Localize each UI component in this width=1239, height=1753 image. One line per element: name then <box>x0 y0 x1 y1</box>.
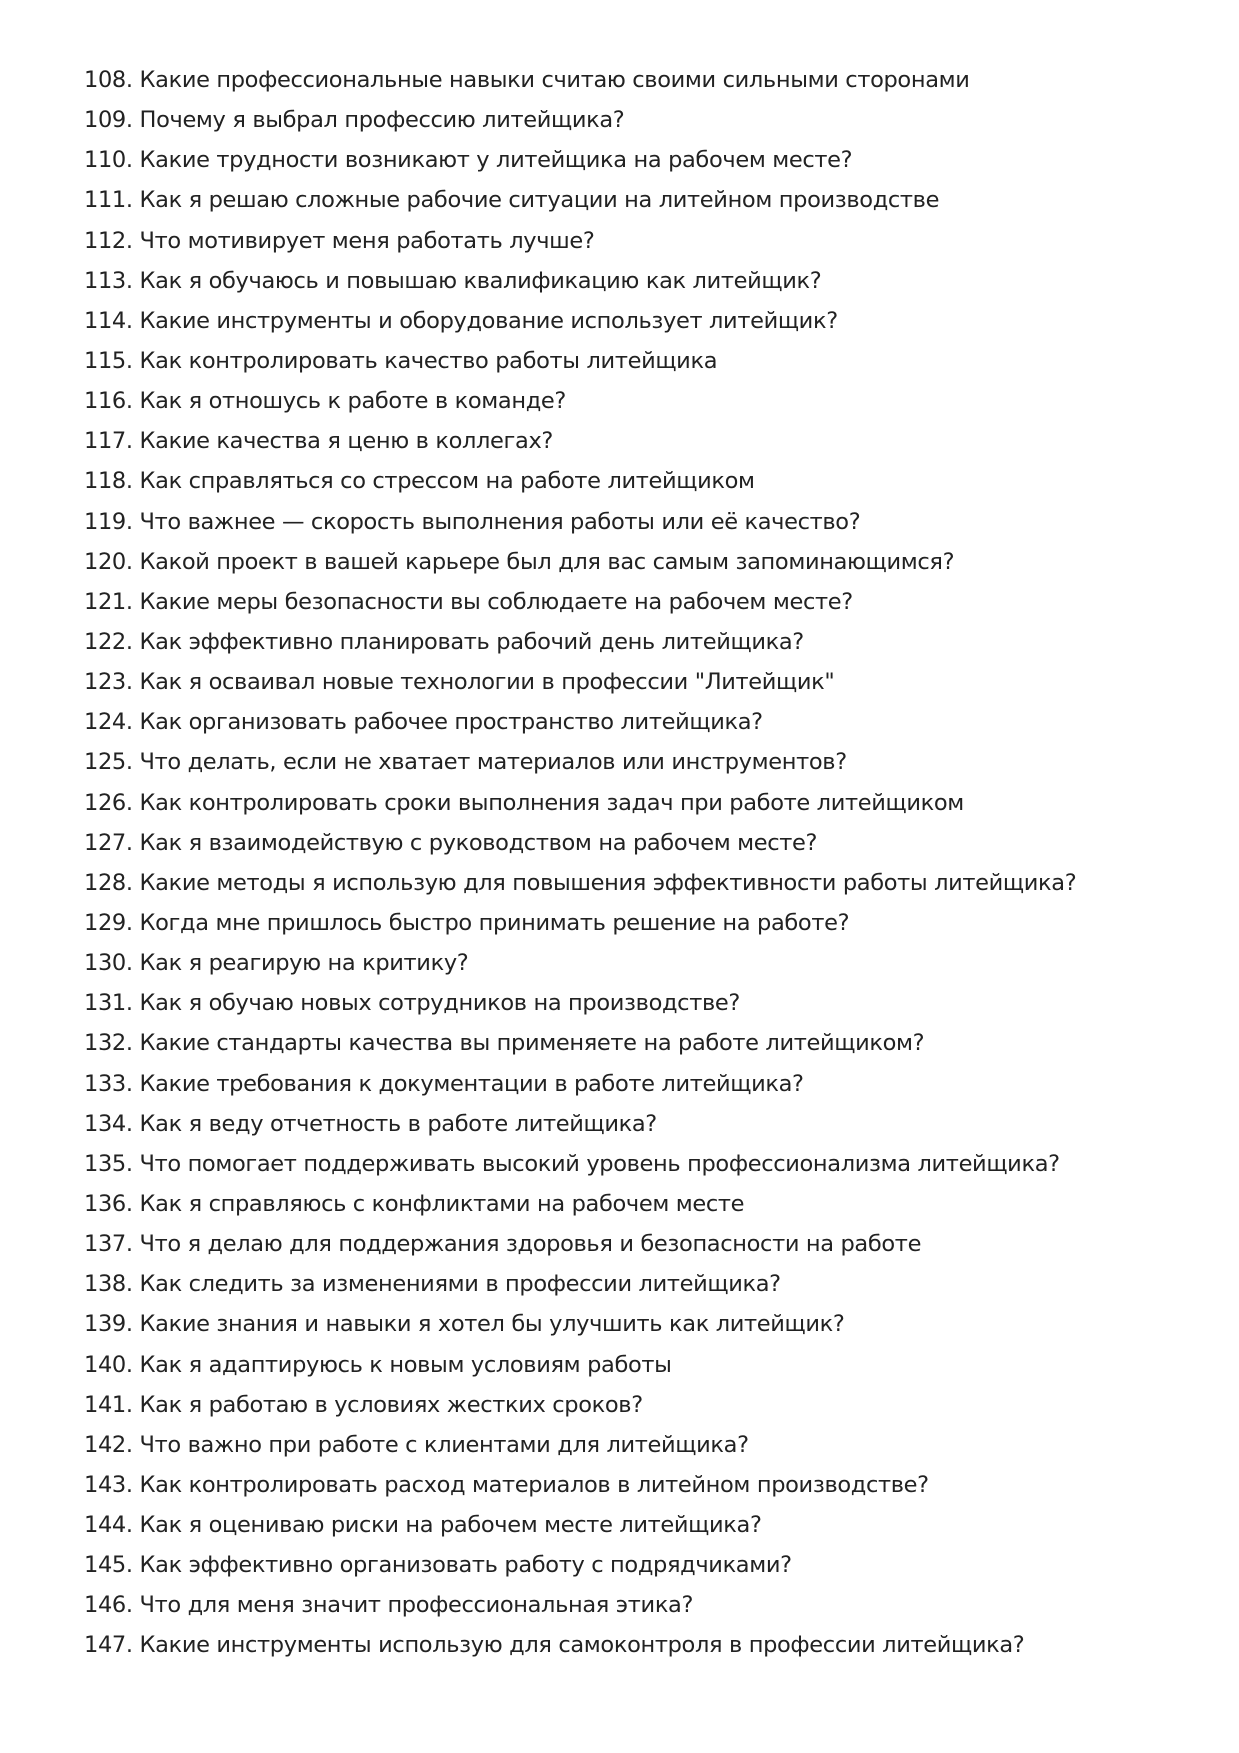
list-item <box>84 1224 1194 1264</box>
list-item <box>84 943 1194 983</box>
question-text: Какие стандарты качества вы применяете на работе литейщиком? <box>139 1030 925 1057</box>
list-item <box>84 863 1194 903</box>
question-number: 117. <box>84 428 133 455</box>
question-number: 129. <box>84 909 133 936</box>
question-number: 114. <box>84 307 133 334</box>
question-number: 122. <box>84 628 133 655</box>
question-number: 123. <box>84 669 133 696</box>
question-number: 119. <box>84 508 133 535</box>
question-number: 113. <box>84 267 133 294</box>
question-number: 137. <box>84 1231 133 1258</box>
list-item <box>84 1144 1194 1184</box>
question-text: Как следить за изменениями в профессии литейщика? <box>139 1271 781 1298</box>
question-number: 111. <box>84 187 133 214</box>
list-item <box>84 1104 1194 1144</box>
question-text: Как я обучаю новых сотрудников на производстве? <box>139 990 740 1017</box>
list-item <box>84 1625 1194 1665</box>
list-item <box>84 261 1194 301</box>
question-number: 121. <box>84 588 133 615</box>
question-number: 120. <box>84 548 133 575</box>
list-item <box>84 1545 1194 1585</box>
question-text: Как я работаю в условиях жестких сроков? <box>139 1391 643 1418</box>
list-item <box>84 903 1194 943</box>
question-text: Как я взаимодействую с руководством на рабочем месте? <box>139 829 818 856</box>
question-text: Как организовать рабочее пространство литейщика? <box>139 709 763 736</box>
question-number: 144. <box>84 1512 133 1539</box>
question-text: Как я отношусь к работе в команде? <box>139 388 566 415</box>
question-number: 128. <box>84 869 133 896</box>
question-text: Как эффективно организовать работу с подрядчиками? <box>139 1552 792 1579</box>
question-number: 147. <box>84 1632 133 1659</box>
list-item <box>84 100 1194 140</box>
question-number: 146. <box>84 1592 133 1619</box>
question-number: 136. <box>84 1190 133 1217</box>
list-item <box>84 1184 1194 1224</box>
question-number: 134. <box>84 1110 133 1137</box>
list-item <box>84 1345 1194 1385</box>
question-list <box>84 60 1194 1666</box>
question-text: Как я обучаюсь и повышаю квалификацию как литейщик? <box>139 267 822 294</box>
list-item <box>84 341 1194 381</box>
question-text: Какие трудности возникают у литейщика на рабочем месте? <box>139 147 853 174</box>
question-text: Как я решаю сложные рабочие ситуации на литейном производстве <box>139 187 940 214</box>
list-item <box>84 823 1194 863</box>
question-text: Как эффективно планировать рабочий день литейщика? <box>139 628 804 655</box>
question-text: Что я делаю для поддержания здоровья и безопасности на работе <box>139 1231 922 1258</box>
list-item <box>84 702 1194 742</box>
question-text: Что важнее — скорость выполнения работы или её качество? <box>139 508 861 535</box>
list-item <box>84 542 1194 582</box>
list-item <box>84 1465 1194 1505</box>
question-number: 125. <box>84 749 133 776</box>
question-number: 127. <box>84 829 133 856</box>
question-number: 141. <box>84 1391 133 1418</box>
question-text: Что важно при работе с клиентами для литейщика? <box>139 1431 749 1458</box>
question-text: Какие инструменты использую для самоконтроля в профессии литейщика? <box>139 1632 1025 1659</box>
question-text: Как контролировать сроки выполнения задач при работе литейщиком <box>139 789 964 816</box>
list-item <box>84 1505 1194 1545</box>
question-number: 116. <box>84 388 133 415</box>
question-text: Как я адаптируюсь к новым условиям работы <box>139 1351 672 1378</box>
list-item <box>84 662 1194 702</box>
list-item <box>84 1264 1194 1304</box>
list-item <box>84 1064 1194 1104</box>
question-number: 143. <box>84 1471 133 1498</box>
question-text: Какие качества я ценю в коллегах? <box>139 428 554 455</box>
question-text: Почему я выбрал профессию литейщика? <box>139 107 625 134</box>
question-text: Какие требования к документации в работе литейщика? <box>139 1070 804 1097</box>
question-text: Какие знания и навыки я хотел бы улучшить как литейщик? <box>139 1311 845 1338</box>
question-text: Что делать, если не хватает материалов или инструментов? <box>139 749 847 776</box>
question-text: Что помогает поддерживать высокий уровень профессионализма литейщика? <box>139 1150 1060 1177</box>
question-number: 115. <box>84 347 133 374</box>
list-item <box>84 502 1194 542</box>
list-item <box>84 582 1194 622</box>
list-item <box>84 622 1194 662</box>
question-number: 133. <box>84 1070 133 1097</box>
list-item <box>84 421 1194 461</box>
question-number: 142. <box>84 1431 133 1458</box>
list-item <box>84 180 1194 220</box>
question-text: Какие профессиональные навыки считаю своими сильными сторонами <box>139 67 970 93</box>
list-item <box>84 1023 1194 1063</box>
list-item <box>84 1304 1194 1344</box>
question-number: 124. <box>84 709 133 736</box>
question-text: Какие методы я использую для повышения эффективности работы литейщика? <box>139 869 1077 896</box>
list-item <box>84 60 1194 100</box>
question-number: 132. <box>84 1030 133 1057</box>
question-number: 118. <box>84 468 133 495</box>
list-item <box>84 221 1194 261</box>
question-text: Как контролировать расход материалов в литейном производстве? <box>139 1471 929 1498</box>
question-text: Что мотивирует меня работать лучше? <box>139 227 595 254</box>
question-number: 108. <box>84 67 133 93</box>
question-text: Когда мне пришлось быстро принимать решение на работе? <box>139 909 850 936</box>
list-item <box>84 461 1194 501</box>
question-text: Как я справляюсь с конфликтами на рабочем месте <box>139 1190 745 1217</box>
question-text: Как справляться со стрессом на работе литейщиком <box>139 468 755 495</box>
question-number: 130. <box>84 950 133 977</box>
list-item <box>84 783 1194 823</box>
question-text: Какие меры безопасности вы соблюдаете на рабочем месте? <box>139 588 853 615</box>
question-number: 109. <box>84 107 133 134</box>
question-number: 112. <box>84 227 133 254</box>
list-item <box>84 140 1194 180</box>
list-item <box>84 742 1194 782</box>
list-item <box>84 1425 1194 1465</box>
question-number: 139. <box>84 1311 133 1338</box>
question-text: Как я реагирую на критику? <box>139 950 469 977</box>
question-number: 110. <box>84 147 133 174</box>
question-text: Какой проект в вашей карьере был для вас самым запоминающимся? <box>139 548 955 575</box>
question-text: Как контролировать качество работы литейщика <box>139 347 718 374</box>
question-number: 140. <box>84 1351 133 1378</box>
list-item <box>84 1585 1194 1625</box>
question-number: 131. <box>84 990 133 1017</box>
question-text: Как я осваивал новые технологии в профессии "Литейщик" <box>139 669 835 696</box>
question-number: 138. <box>84 1271 133 1298</box>
list-item <box>84 1385 1194 1425</box>
question-number: 126. <box>84 789 133 816</box>
list-item <box>84 301 1194 341</box>
list-item <box>84 381 1194 421</box>
list-item <box>84 983 1194 1023</box>
question-text: Как я оцениваю риски на рабочем месте литейщика? <box>139 1512 762 1539</box>
question-number: 135. <box>84 1150 133 1177</box>
question-text: Как я веду отчетность в работе литейщика? <box>139 1110 657 1137</box>
question-text: Что для меня значит профессиональная этика? <box>139 1592 694 1619</box>
question-number: 145. <box>84 1552 133 1579</box>
question-text: Какие инструменты и оборудование использует литейщик? <box>139 307 838 334</box>
